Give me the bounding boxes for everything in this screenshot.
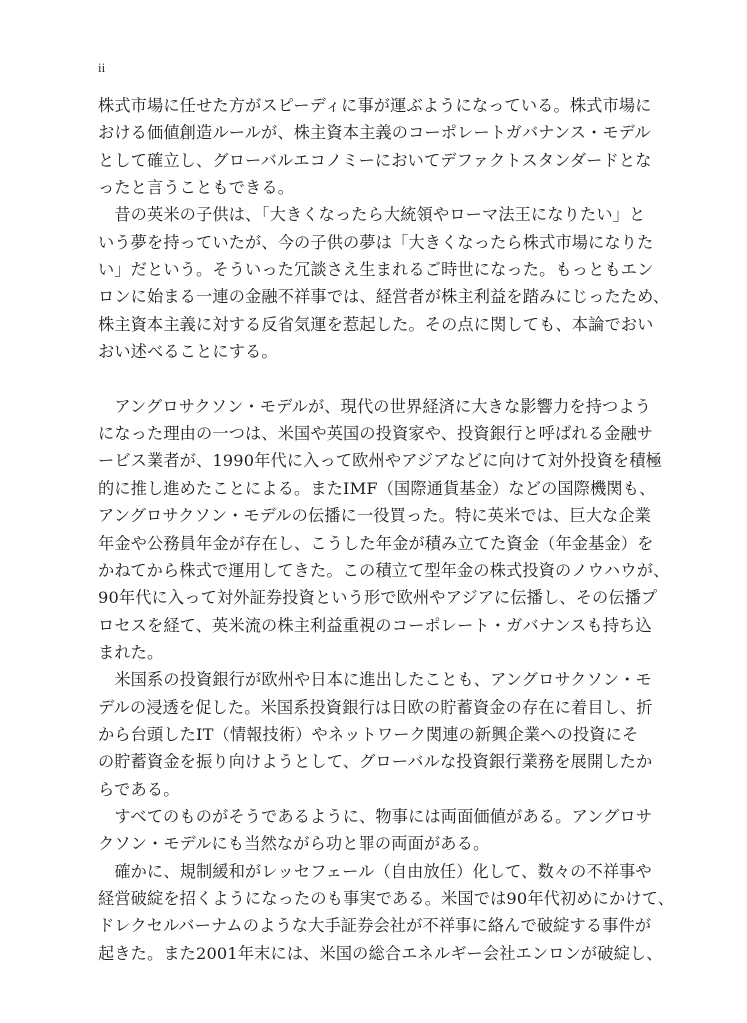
- text-line: クソン・モデルにも当然ながら功と罪の両面がある。: [98, 834, 490, 854]
- text-line: として確立し、グローバルエコノミーにおいてデファクトスタンダードとな: [98, 150, 652, 170]
- text-line: から台頭したIT（情報技術）やネットワーク関連の新興企業への投資にそ: [98, 724, 639, 744]
- text-line: いう夢を持っていたが、今の子供の夢は「大きくなったら株式市場になりた: [98, 232, 654, 252]
- text-line: 昔の英米の子供は、「大きくなったら大統領やローマ法王になりたい」と: [98, 205, 646, 225]
- text-line: 経営破綻を招くようになったのも事実である。米国では90年代初めにかけて、: [98, 888, 675, 908]
- text-line: ドレクセルバーナムのような大手証券会社が不祥事に絡んで破綻する事件が: [98, 916, 652, 936]
- text-line: ったと言うこともできる。: [98, 178, 295, 198]
- text-line: 年金や公務員年金が存在し、こうした年金が積み立てた資金（年金基金）を: [98, 533, 654, 553]
- text-line: デルの浸透を促した。米国系投資銀行は日欧の貯蓄資金の存在に着目し、折: [98, 697, 653, 717]
- text-line: まれた。: [98, 642, 164, 662]
- text-line: 株主資本主義に対する反省気運を惹起した。その点に関しても、本論でおい: [98, 314, 654, 334]
- text-line: になった理由の一つは、米国や英国の投資家や、投資銀行と呼ばれる金融サ: [98, 424, 654, 444]
- text-line: アングロサクソン・モデルの伝播に一役買った。特に英米では、巨大な企業: [98, 506, 652, 526]
- text-line: かねてから株式で運用してきた。この積立て型年金の株式投資のノウハウが、: [98, 560, 670, 580]
- page-number: ii: [98, 60, 106, 75]
- text-line: 米国系の投資銀行が欧州や日本に進出したことも、アングロサクソン・モ: [98, 670, 652, 690]
- text-line: ービス業者が、1990年代に入って欧州やアジアなどに向けて対外投資を積極: [98, 451, 662, 471]
- text-line: 確かに、規制緩和がレッセフェール（自由放任）化して、数々の不祥事や: [98, 861, 652, 881]
- text-line: らである。: [98, 779, 180, 799]
- text-line: おける価値創造ルールが、株主資本主義のコーポレートガバナンス・モデル: [98, 123, 651, 143]
- text-line: ロンに始まる一連の金融不祥事では、経営者が株主利益を踏みにじったため、: [98, 287, 670, 307]
- paragraph-gap: [98, 365, 658, 392]
- text-line: 的に推し進めたことによる。またIMF（国際通貨基金）などの国際機関も、: [98, 478, 656, 498]
- text-line: 90年代に入って対外証券投資という形で欧州やアジアに伝播し、その伝播プ: [98, 588, 658, 608]
- body-text: [98, 92, 675, 967]
- text-line: おい述べることにする。: [98, 342, 278, 362]
- text-line: 株式市場に任せた方がスピーディに事が運ぶようになっている。株式市場に: [98, 96, 652, 115]
- text-line: アングロサクソン・モデルが、現代の世界経済に大きな影響力を持つよう: [98, 396, 652, 416]
- text-line: い」だという。そういった冗談さえ生まれるご時世になった。もっともエン: [98, 260, 654, 280]
- text-line: の貯蓄資金を振り向けようとして、グローバルな投資銀行業務を展開したか: [98, 752, 653, 772]
- text-line: すべてのものがそうであるように、物事には両面価値がある。アングロサ: [98, 806, 653, 826]
- text-line: 起きた。また2001年末には、米国の総合エネルギー会社エンロンが破綻し、: [98, 943, 663, 963]
- text-line: ロセスを経て、英米流の株主利益重視のコーポレート・ガバナンスも持ち込: [98, 615, 652, 635]
